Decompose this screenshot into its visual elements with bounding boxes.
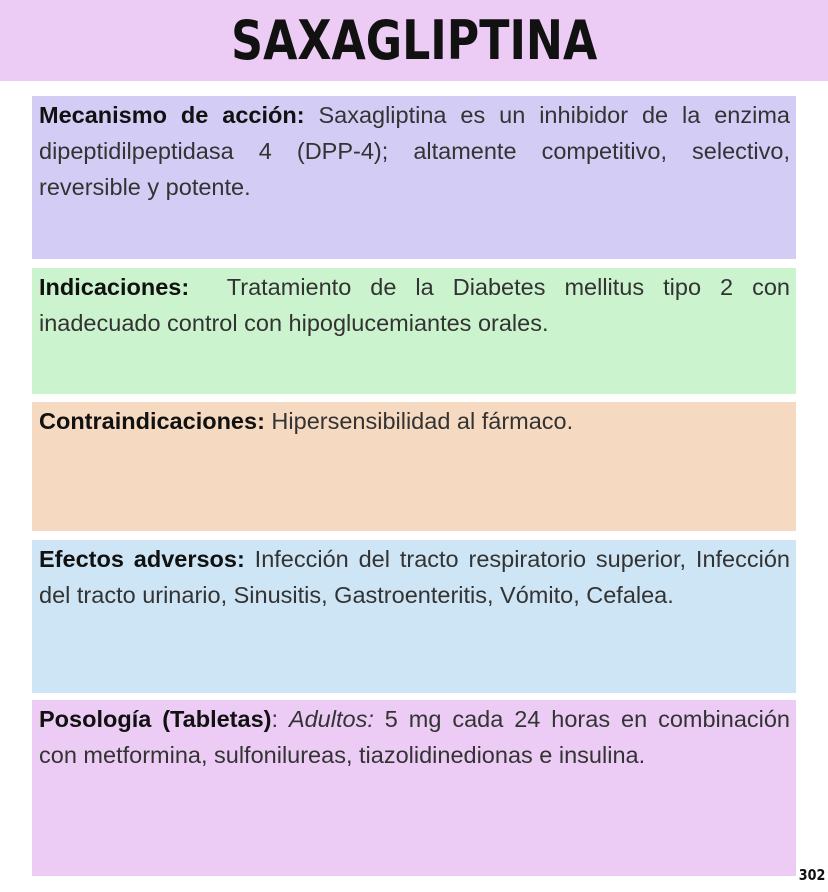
title-bar	[0, 0, 828, 81]
posologia-adultos-label: Adultos:	[288, 706, 374, 732]
posologia-separator: :	[271, 706, 289, 732]
contraindicaciones-label: Contraindicaciones:	[39, 408, 265, 434]
efectos-text: Infección del tracto respiratorio superior, Infección del tracto urinario, Sinusitis, Gastroenteritis, Vómito, Cefalea.	[39, 546, 790, 608]
mecanismo-label: Mecanismo de acción:	[39, 102, 305, 128]
section-efectos-adversos	[32, 540, 796, 693]
section-indicaciones	[32, 268, 796, 394]
indicaciones-label: Indicaciones:	[39, 274, 190, 300]
page-number: 302	[798, 866, 825, 884]
mecanismo-text: Saxagliptina es un inhibidor de la enzima dipeptidilpeptidasa 4 (DPP-4); altamente competitivo, selectivo, reversible y potente.	[39, 102, 790, 200]
section-posologia	[32, 700, 796, 876]
contraindicaciones-text: Hipersensibilidad al fármaco.	[264, 408, 574, 434]
indicaciones-text: Tratamiento de la Diabetes mellitus tipo 2 con inadecuado control con hipoglucemiantes orales.	[39, 274, 797, 336]
section-mecanismo	[32, 96, 796, 259]
posologia-text: 5 mg cada 24 horas en combinación con metformina, sulfonilureas, tiazolidinedionas e insulina.	[39, 706, 791, 768]
section-contraindicaciones	[32, 402, 796, 531]
posologia-label: Posología (Tabletas)	[39, 706, 272, 732]
efectos-label: Efectos adversos:	[39, 546, 245, 572]
page-title: SAXAGLIPTINA	[230, 8, 598, 72]
